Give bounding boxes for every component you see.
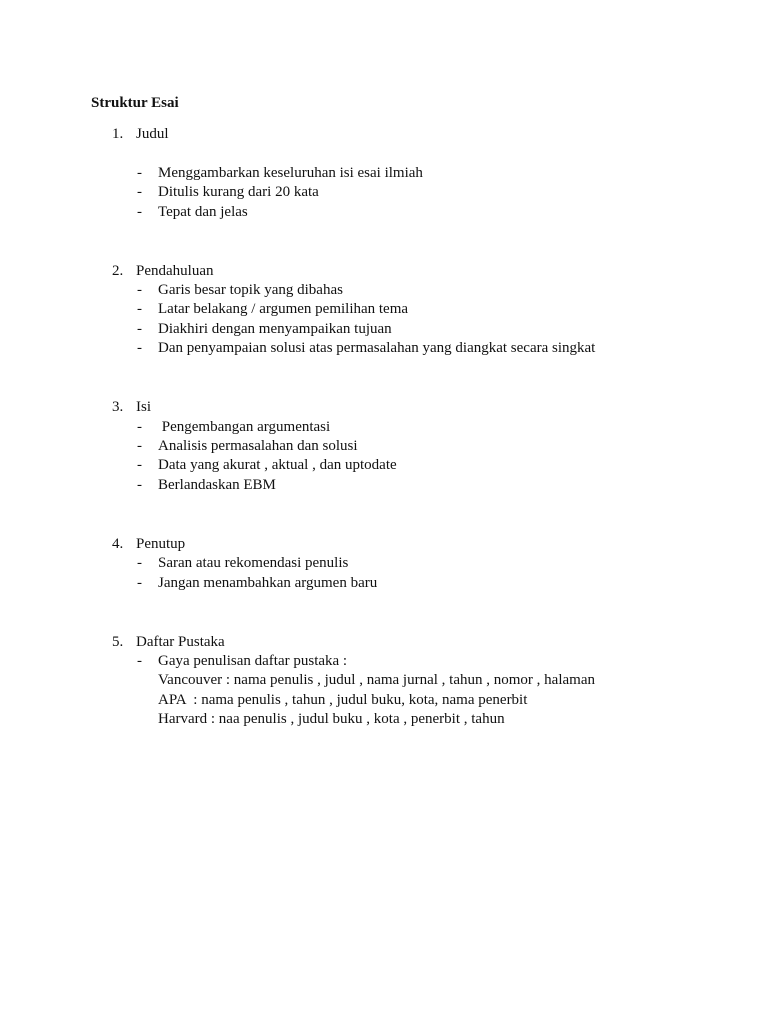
list-item-text: Pengembangan argumentasi: [158, 419, 331, 435]
bullet-dash: -: [137, 653, 142, 669]
list-item-text: Dan penyampaian solusi atas permasalahan yang diangkat secara singkat: [158, 340, 596, 356]
list-item-text: Diakhiri dengan menyampaikan tujuan: [158, 321, 392, 337]
bullet-dash: -: [137, 575, 142, 591]
list-item: [0, 163, 768, 183]
bullet-dash: -: [137, 457, 142, 473]
section-title: Daftar Pustaka: [136, 634, 225, 650]
list-item-text: Jangan menambahkan argumen baru: [158, 575, 378, 591]
section-heading-isi: [112, 397, 151, 417]
bullet-dash: -: [137, 340, 142, 356]
list-item: [0, 319, 768, 339]
section-title: Pendahuluan: [136, 263, 214, 279]
document-title: Struktur Esai: [91, 95, 179, 111]
list-item: [0, 417, 768, 437]
list-item: [0, 299, 768, 319]
section-number: 2.: [112, 263, 124, 279]
list-item-text: Ditulis kurang dari 20 kata: [158, 184, 319, 200]
list-item-text: Saran atau rekomendasi penulis: [158, 555, 349, 571]
bullet-dash: -: [137, 204, 142, 220]
bullet-dash: -: [137, 282, 142, 298]
list-item-text: Tepat dan jelas: [158, 204, 248, 220]
list-item: [0, 553, 768, 573]
bullet-dash: -: [137, 321, 142, 337]
section-number: 3.: [112, 399, 124, 415]
list-item-text: Analisis permasalahan dan solusi: [158, 438, 358, 454]
list-item: [0, 475, 768, 495]
list-item: [0, 280, 768, 300]
bullet-dash: -: [137, 301, 142, 317]
bullet-dash: -: [137, 477, 142, 493]
section-number: 1.: [112, 126, 124, 142]
bullet-dash: -: [137, 419, 142, 435]
list-item-text: Berlandaskan EBM: [158, 477, 276, 493]
bullet-dash: -: [137, 555, 142, 571]
bullet-dash: -: [137, 438, 142, 454]
list-item: [0, 651, 768, 671]
list-item-text: Menggambarkan keseluruhan isi esai ilmiah: [158, 165, 423, 181]
list-item: [0, 455, 768, 475]
section-title: Penutup: [136, 536, 186, 552]
citation-style-vancouver: Vancouver : nama penulis , judul , nama jurnal , tahun , nomor , halaman: [158, 672, 595, 688]
bullet-dash: -: [137, 165, 142, 181]
section-heading-daftar-pustaka: [112, 632, 225, 652]
list-item-text: Garis besar topik yang dibahas: [158, 282, 343, 298]
citation-style-harvard: Harvard : naa penulis , judul buku , kota , penerbit , tahun: [158, 711, 505, 727]
citation-style-apa: APA : nama penulis , tahun , judul buku, kota, nama penerbit: [158, 692, 528, 708]
section-heading-judul: [112, 124, 169, 144]
list-item-text: Data yang akurat , aktual , dan uptodate: [158, 457, 397, 473]
list-item: [0, 573, 768, 593]
list-item-text: Gaya penulisan daftar pustaka :: [158, 653, 348, 669]
list-item: [0, 202, 768, 222]
section-heading-penutup: [112, 534, 185, 554]
section-title: Judul: [136, 126, 169, 142]
bullet-dash: -: [137, 184, 142, 200]
list-item: [0, 182, 768, 202]
section-number: 5.: [112, 634, 124, 650]
section-number: 4.: [112, 536, 124, 552]
list-item-text: Latar belakang / argumen pemilihan tema: [158, 301, 409, 317]
list-item: [0, 436, 768, 456]
list-item: [0, 338, 768, 358]
section-heading-pendahuluan: [112, 261, 213, 281]
section-title: Isi: [136, 399, 151, 415]
